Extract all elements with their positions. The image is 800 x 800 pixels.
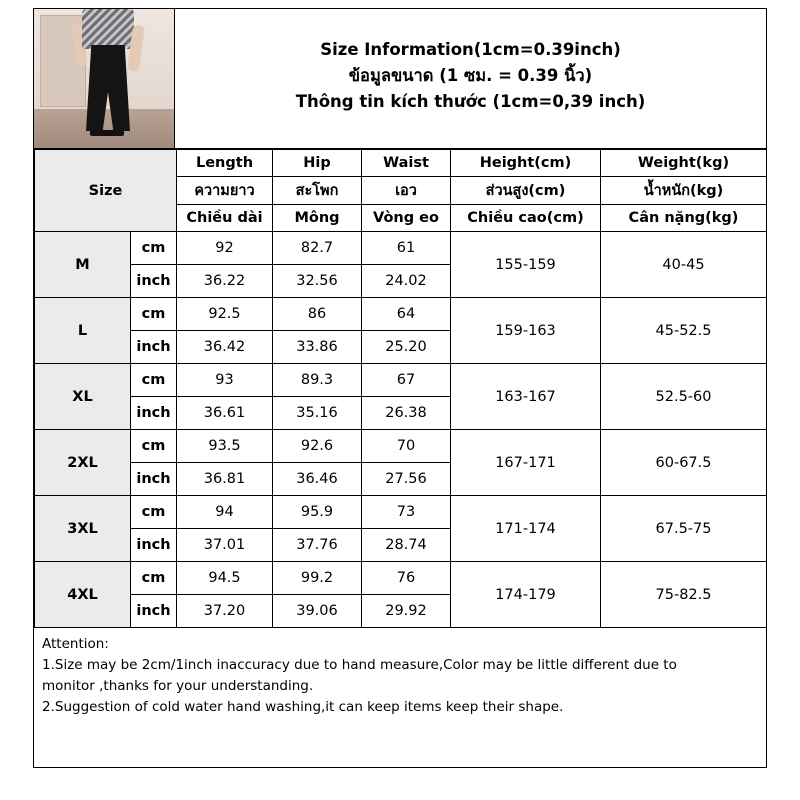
cell-weight: 75-82.5 bbox=[601, 562, 767, 628]
cell-waist-cm: 67 bbox=[362, 364, 451, 397]
cell-height: 167-171 bbox=[451, 430, 601, 496]
header-weight-th: น้ำหนัก(kg) bbox=[601, 177, 767, 205]
header-hip-vi: Mông bbox=[273, 205, 362, 232]
cell-waist-inch: 29.92 bbox=[362, 595, 451, 628]
cell-hip-inch: 36.46 bbox=[273, 463, 362, 496]
header-height-th: ส่วนสูง(cm) bbox=[451, 177, 601, 205]
cell-waist-inch: 27.56 bbox=[362, 463, 451, 496]
cell-weight: 40-45 bbox=[601, 232, 767, 298]
cell-height: 171-174 bbox=[451, 496, 601, 562]
header-waist-en: Waist bbox=[362, 150, 451, 177]
attention-line-2: monitor ,thanks for your understanding. bbox=[42, 677, 314, 694]
row-unit-cm: cm bbox=[131, 364, 177, 397]
header-weight-en: Weight(kg) bbox=[601, 150, 767, 177]
cell-length-inch: 36.61 bbox=[177, 397, 273, 430]
size-column-header: Size bbox=[35, 150, 177, 232]
row-size-m: M bbox=[35, 232, 131, 298]
cell-length-inch: 36.81 bbox=[177, 463, 273, 496]
cell-length-inch: 36.42 bbox=[177, 331, 273, 364]
title-en: Size Information(1cm=0.39inch) bbox=[320, 40, 621, 60]
cell-hip-cm: 99.2 bbox=[273, 562, 362, 595]
cell-length-cm: 92.5 bbox=[177, 298, 273, 331]
cell-length-cm: 93.5 bbox=[177, 430, 273, 463]
table-header-row-en bbox=[35, 150, 767, 177]
cell-weight: 45-52.5 bbox=[601, 298, 767, 364]
size-table bbox=[34, 149, 767, 628]
cell-weight: 60-67.5 bbox=[601, 430, 767, 496]
cell-weight: 67.5-75 bbox=[601, 496, 767, 562]
header-hip-th: สะโพก bbox=[273, 177, 362, 205]
row-unit-inch: inch bbox=[131, 397, 177, 430]
row-size-3xl: 3XL bbox=[35, 496, 131, 562]
cell-waist-inch: 26.38 bbox=[362, 397, 451, 430]
cell-length-inch: 36.22 bbox=[177, 265, 273, 298]
cell-waist-inch: 24.02 bbox=[362, 265, 451, 298]
table-row bbox=[35, 232, 767, 265]
row-size-l: L bbox=[35, 298, 131, 364]
row-unit-cm: cm bbox=[131, 496, 177, 529]
header-weight-vi: Cân nặng(kg) bbox=[601, 205, 767, 232]
attention-line-3: 2.Suggestion of cold water hand washing,it can keep items keep their shape. bbox=[42, 698, 564, 715]
row-unit-inch: inch bbox=[131, 265, 177, 298]
row-unit-inch: inch bbox=[131, 595, 177, 628]
cell-length-cm: 92 bbox=[177, 232, 273, 265]
table-row bbox=[35, 430, 767, 463]
row-unit-inch: inch bbox=[131, 463, 177, 496]
cell-height: 163-167 bbox=[451, 364, 601, 430]
cell-length-inch: 37.01 bbox=[177, 529, 273, 562]
photo-model-top bbox=[82, 9, 134, 49]
attention-heading: Attention: bbox=[42, 636, 109, 652]
cell-hip-inch: 32.56 bbox=[273, 265, 362, 298]
row-unit-cm: cm bbox=[131, 562, 177, 595]
cell-hip-cm: 82.7 bbox=[273, 232, 362, 265]
title-block bbox=[175, 9, 766, 148]
cell-height: 159-163 bbox=[451, 298, 601, 364]
cell-height: 174-179 bbox=[451, 562, 601, 628]
cell-hip-cm: 92.6 bbox=[273, 430, 362, 463]
row-unit-cm: cm bbox=[131, 430, 177, 463]
cell-length-cm: 93 bbox=[177, 364, 273, 397]
cell-waist-inch: 28.74 bbox=[362, 529, 451, 562]
cell-waist-cm: 61 bbox=[362, 232, 451, 265]
cell-hip-cm: 89.3 bbox=[273, 364, 362, 397]
table-row bbox=[35, 364, 767, 397]
row-unit-cm: cm bbox=[131, 232, 177, 265]
header-hip-en: Hip bbox=[273, 150, 362, 177]
cell-length-inch: 37.20 bbox=[177, 595, 273, 628]
cell-waist-cm: 76 bbox=[362, 562, 451, 595]
title-th: ข้อมูลขนาด (1 ซม. = 0.39 นิ้ว) bbox=[348, 66, 593, 86]
cell-hip-inch: 37.76 bbox=[273, 529, 362, 562]
attention-note bbox=[34, 628, 766, 722]
table-row bbox=[35, 562, 767, 595]
cell-waist-cm: 70 bbox=[362, 430, 451, 463]
cell-hip-inch: 35.16 bbox=[273, 397, 362, 430]
cell-waist-cm: 73 bbox=[362, 496, 451, 529]
table-row bbox=[35, 298, 767, 331]
cell-hip-inch: 33.86 bbox=[273, 331, 362, 364]
cell-hip-cm: 95.9 bbox=[273, 496, 362, 529]
header-length-th: ความยาว bbox=[177, 177, 273, 205]
header-length-vi: Chiều dài bbox=[177, 205, 273, 232]
cell-hip-cm: 86 bbox=[273, 298, 362, 331]
cell-hip-inch: 39.06 bbox=[273, 595, 362, 628]
header-waist-th: เอว bbox=[362, 177, 451, 205]
cell-waist-cm: 64 bbox=[362, 298, 451, 331]
header-height-en: Height(cm) bbox=[451, 150, 601, 177]
row-size-xl: XL bbox=[35, 364, 131, 430]
product-photo bbox=[34, 9, 175, 148]
row-unit-inch: inch bbox=[131, 529, 177, 562]
header-waist-vi: Vòng eo bbox=[362, 205, 451, 232]
title-vi: Thông tin kích thước (1cm=0,39 inch) bbox=[295, 91, 646, 111]
row-size-2xl: 2XL bbox=[35, 430, 131, 496]
attention-line-1: 1.Size may be 2cm/1inch inaccuracy due to hand measure,Color may be little different due to bbox=[42, 656, 677, 673]
row-unit-cm: cm bbox=[131, 298, 177, 331]
cell-waist-inch: 25.20 bbox=[362, 331, 451, 364]
header-height-vi: Chiều cao(cm) bbox=[451, 205, 601, 232]
row-unit-inch: inch bbox=[131, 331, 177, 364]
cell-height: 155-159 bbox=[451, 232, 601, 298]
cell-weight: 52.5-60 bbox=[601, 364, 767, 430]
row-size-4xl: 4XL bbox=[35, 562, 131, 628]
cell-length-cm: 94.5 bbox=[177, 562, 273, 595]
chart-header bbox=[34, 9, 766, 149]
header-length-en: Length bbox=[177, 150, 273, 177]
cell-length-cm: 94 bbox=[177, 496, 273, 529]
size-chart-sheet bbox=[33, 8, 767, 768]
table-row bbox=[35, 496, 767, 529]
photo-model-shoes bbox=[90, 130, 124, 136]
